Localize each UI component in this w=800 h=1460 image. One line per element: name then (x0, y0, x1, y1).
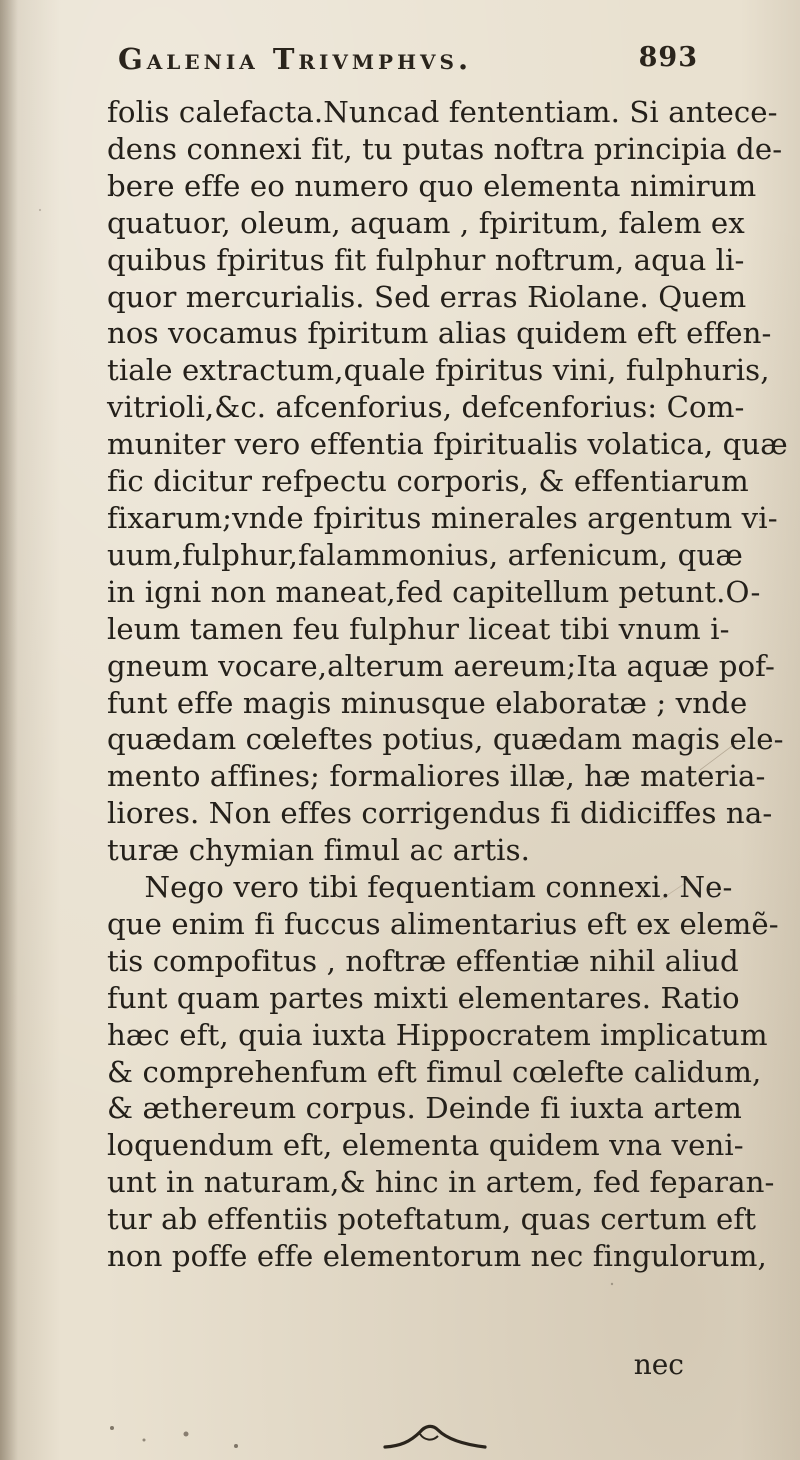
text-line: fic dicitur refpectu corporis, & effentiarum (107, 464, 749, 499)
text-line: loquendum eft, elementa quidem vna veni- (107, 1128, 744, 1163)
text-line: bere effe eo numero quo elementa nimirum (107, 168, 757, 203)
text-line: liores. Non effes corrigendus fi didiciffes na- (107, 796, 773, 831)
text-line: unt in naturam,& hinc in artem, fed feparan- (107, 1165, 775, 1200)
text-line: tis compofitus , noftræ effentiæ nihil aliud (107, 943, 739, 978)
text-line: dens connexi fit, tu putas noftra principia de- (107, 131, 783, 166)
text-line: quor mercurialis. Sed erras Riolane. Quem (107, 279, 747, 314)
text-line: hæc eft, quia iuxta Hippocratem implicatum (107, 1017, 768, 1052)
text-line: vitrioli,&c. afcenforius, defcenforius: Com- (107, 390, 745, 425)
text-line: quædam cœleftes potius, quædam magis ele- (107, 722, 784, 757)
text-line: muniter vero effentia fpiritualis volatica, quæ (107, 427, 788, 462)
body-text (107, 94, 788, 1275)
text-line: turæ chymian fimul ac artis. (107, 833, 531, 868)
text-line: nos vocamus fpiritum alias quidem eft effen- (107, 316, 772, 351)
printers-ornament (380, 1420, 490, 1450)
text-line: folis calefacta.Nuncad fententiam. Si antece- (107, 95, 778, 129)
text-line: fixarum;vnde fpiritus minerales argentum vi- (107, 500, 778, 535)
text-line: Nego vero tibi fequentiam connexi. Ne- (107, 870, 733, 905)
text-line: non poffe effe elementorum nec fingulorum, (107, 1239, 767, 1274)
catchword: nec (633, 1348, 684, 1381)
running-head-title: Galenia Trivmphvs. (118, 42, 473, 76)
text-line: quatuor, oleum, aquam , fpiritum, falem ex (107, 205, 745, 240)
text-line: mento affines; formaliores illæ, hæ materia- (107, 759, 766, 794)
text-line: tur ab effentiis poteftatum, quas certum eft (107, 1202, 757, 1237)
gutter-shadow (0, 0, 18, 1460)
text-line: & comprehenfum eft fimul cœlefte calidum, (107, 1054, 762, 1089)
text-line: uum,fulphur,falammonius, arfenicum, quæ (107, 537, 743, 572)
text-line: gneum vocare,alterum aereum;Ita aquæ pof- (107, 648, 775, 683)
text-line: in igni non maneat,fed capitellum petunt.O- (107, 574, 761, 609)
text-line: & æthereum corpus. Deinde fi iuxta artem (107, 1091, 742, 1126)
text-line: leum tamen feu fulphur liceat tibi vnum i- (107, 611, 730, 646)
text-line: funt effe magis minusque elaboratæ ; vnde (107, 685, 748, 720)
page-number: 893 (638, 42, 698, 73)
text-line: que enim fi fuccus alimentarius eft ex elemẽ- (107, 906, 779, 941)
text-line: quibus fpiritus fit fulphur noftrum, aqua li- (107, 242, 745, 277)
text-line: funt quam partes mixti elementares. Ratio (107, 980, 740, 1015)
text-line: tiale extractum,quale fpiritus vini, fulphuris, (107, 353, 770, 388)
running-head (118, 42, 698, 82)
